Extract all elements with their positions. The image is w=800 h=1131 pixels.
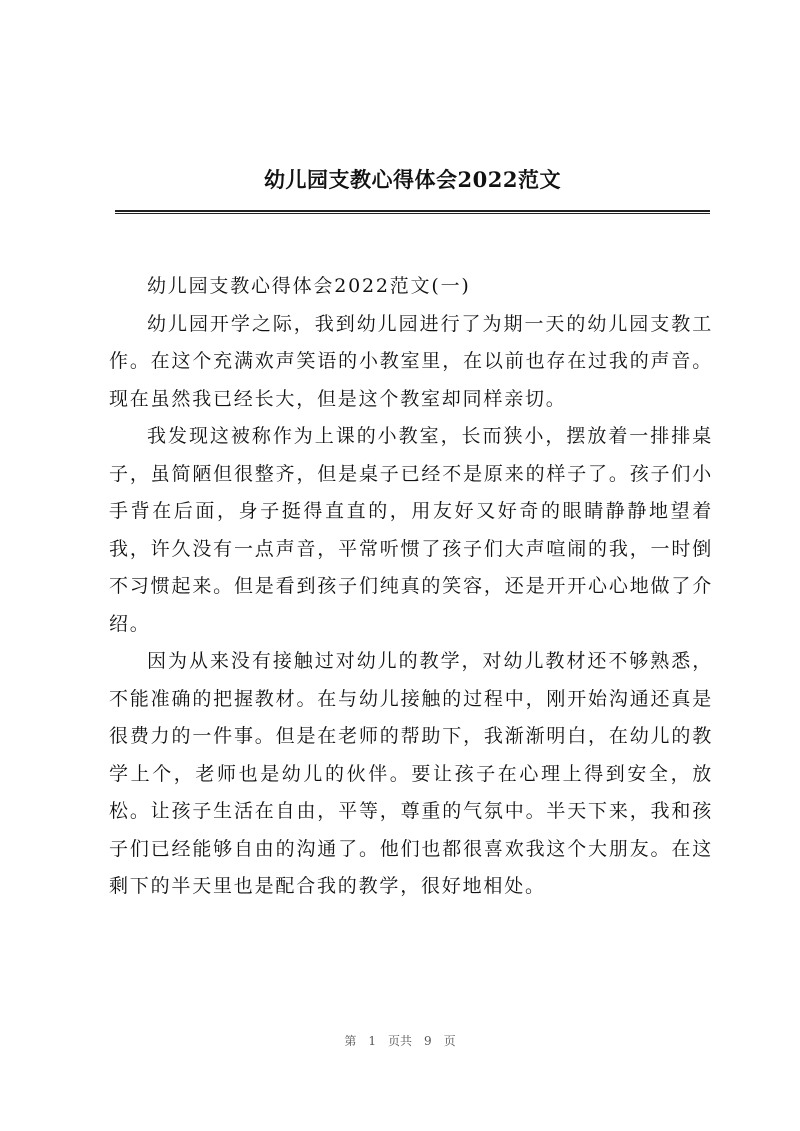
body-paragraph-2: 我发现这被称作为上课的小教室，长而狭小，摆放着一排排桌子，虽简陋但很整齐，但是桌子已经不是原来的样子了。孩子们小手背在后面，身子挺得直直的，用友好又好奇的眼睛静静地望着我，许久没有一点声音，平常听惯了孩子们大声喧闹的我，一时倒不习惯起来。但是看到孩子们纯真的笑容，还是开开心心地做了介绍。 — [109, 425, 713, 635]
section-title: 幼儿园支教心得体会2022范文(一) — [147, 275, 471, 297]
header-divider — [115, 210, 710, 214]
footer-total-pages: 9 — [424, 1034, 432, 1048]
body-paragraph-3: 因为从来没有接触过对幼儿的教学，对幼儿教材还不够熟悉，不能准确的把握教材。在与幼儿接触的过程中，刚开始沟通还真是很费力的一件事。但是在老师的帮助下，我渐渐明白，在幼儿的教学上个，老师也是幼儿的伙伴。要让孩子在心理上得到安全，放松。让孩子生活在自由，平等，尊重的气氛中。半天下来，我和孩子们已经能够自由的沟通了。他们也都很喜欢我这个大朋友。在这剩下的半天里也是配合我的教学，很好地相处。 — [109, 650, 713, 897]
body-paragraph-1: 幼儿园开学之际，我到幼儿园进行了为期一天的幼儿园支教工作。在这个充满欢声笑语的小教室里，在以前也存在过我的声音。现在虽然我已经长大，但是这个教室却同样亲切。 — [109, 312, 713, 410]
page-footer — [0, 1032, 800, 1049]
document-title: 幼儿园支教心得体会2022范文 — [264, 167, 561, 192]
footer-label-of: 页共 — [387, 1034, 412, 1048]
footer-label-end: 页 — [443, 1034, 456, 1048]
footer-current-page: 1 — [368, 1034, 376, 1048]
document-body — [109, 268, 713, 906]
footer-label-page: 第 — [344, 1034, 357, 1048]
